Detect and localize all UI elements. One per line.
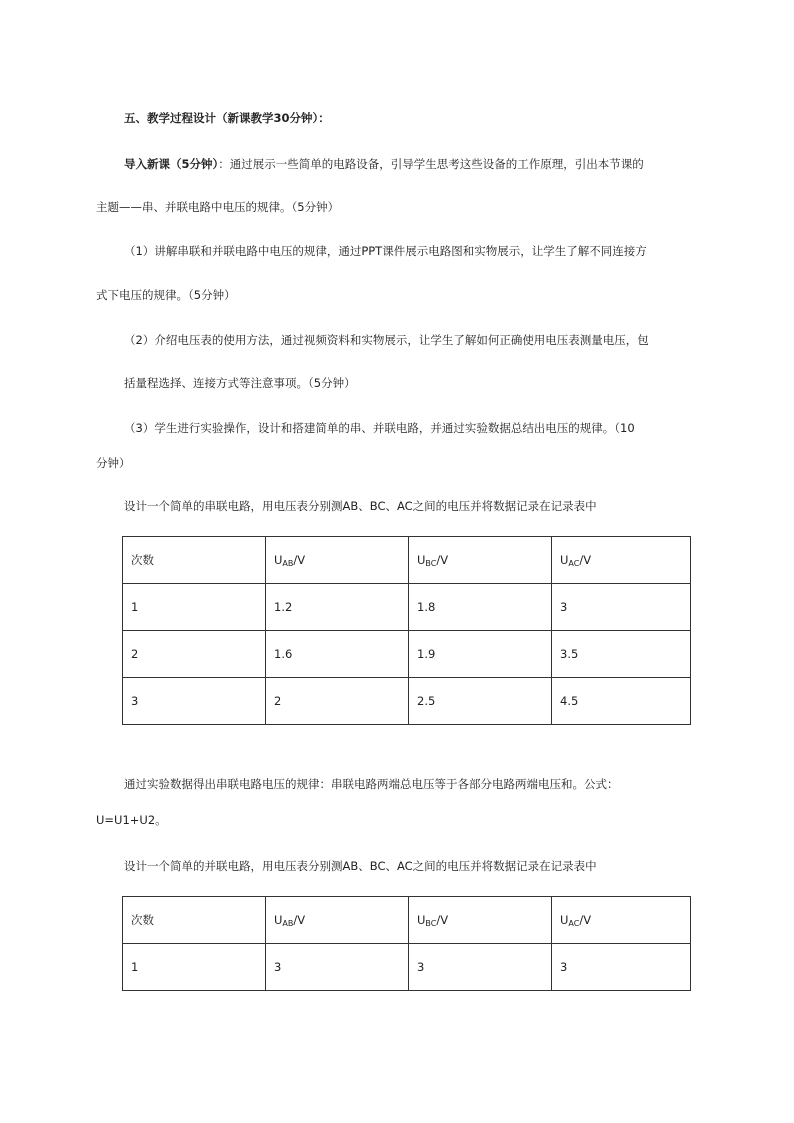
parallel-intro: 设计一个简单的并联电路，用电压表分别测AB、BC、AC之间的电压并将数据记录在记录表中 bbox=[124, 859, 597, 873]
table-cell: 3 bbox=[552, 944, 691, 991]
header-ubc: $U_{BC}/V$ bbox=[409, 537, 552, 584]
item1-line-1: （1）讲解串联和并联电路中电压的规律，通过PPT课件展示电路图和实物展示，让学生了解不同连接方 bbox=[124, 244, 647, 258]
table-cell: 2 bbox=[266, 678, 409, 725]
table-header-row bbox=[123, 537, 691, 584]
table-cell: 1 bbox=[123, 944, 266, 991]
header-uac: $U_{AC}/V$ bbox=[552, 897, 691, 944]
table-row bbox=[123, 678, 691, 725]
table-cell: 1.6 bbox=[266, 631, 409, 678]
item2-line-2: 括量程选择、连接方式等注意事项。（5分钟） bbox=[124, 376, 356, 390]
header-uac: $U_{AC}/V$ bbox=[552, 537, 691, 584]
table-cell: 1.9 bbox=[409, 631, 552, 678]
series-conclusion-line-2: U=U1+U2。 bbox=[96, 813, 167, 827]
intro-line-1 bbox=[124, 156, 644, 172]
table-row bbox=[123, 631, 691, 678]
item3-line-1: （3）学生进行实验操作，设计和搭建简单的串、并联电路，并通过实验数据总结出电压的规律。（10 bbox=[124, 421, 635, 435]
table-cell: 2 bbox=[123, 631, 266, 678]
section-title: 五、教学过程设计（新课教学30分钟）： bbox=[124, 111, 330, 125]
header-ubc: $U_{BC}/V$ bbox=[409, 897, 552, 944]
table-cell: 2.5 bbox=[409, 678, 552, 725]
parallel-record-table bbox=[122, 896, 691, 991]
series-conclusion-line-1: 通过实验数据得出串联电路电压的规律：串联电路两端总电压等于各部分电路两端电压和。公式： bbox=[124, 777, 619, 791]
table-cell: 3 bbox=[409, 944, 552, 991]
intro-text: ：通过展示一些简单的电路设备，引导学生思考这些设备的工作原理，引出本节课的 bbox=[218, 157, 644, 171]
table-header-row bbox=[123, 897, 691, 944]
item2-line-1: （2）介绍电压表的使用方法，通过视频资料和实物展示，让学生了解如何正确使用电压表测量电压，包 bbox=[124, 333, 649, 347]
series-record-table bbox=[122, 536, 691, 725]
series-intro: 设计一个简单的串联电路，用电压表分别测AB、BC、AC之间的电压并将数据记录在记录表中 bbox=[124, 499, 597, 513]
table-cell: 4.5 bbox=[552, 678, 691, 725]
table-cell: 3 bbox=[266, 944, 409, 991]
item3-line-2: 分钟） bbox=[96, 456, 131, 470]
intro-line-2: 主题——串、并联电路中电压的规律。（5分钟） bbox=[96, 200, 340, 214]
table-cell: 3 bbox=[552, 584, 691, 631]
table-row bbox=[123, 944, 691, 991]
header-uab: $U_{AB}/V$ bbox=[266, 897, 409, 944]
table-cell: 3.5 bbox=[552, 631, 691, 678]
table-cell: 1.2 bbox=[266, 584, 409, 631]
table-cell: 1.8 bbox=[409, 584, 552, 631]
intro-label: 导入新课（5分钟） bbox=[124, 157, 219, 171]
header-uab: $U_{AB}/V$ bbox=[266, 537, 409, 584]
table-cell: 1 bbox=[123, 584, 266, 631]
table-row bbox=[123, 584, 691, 631]
header-count: 次数 bbox=[123, 537, 266, 584]
header-count: 次数 bbox=[123, 897, 266, 944]
item1-line-2: 式下电压的规律。（5分钟） bbox=[96, 288, 236, 302]
table-cell: 3 bbox=[123, 678, 266, 725]
